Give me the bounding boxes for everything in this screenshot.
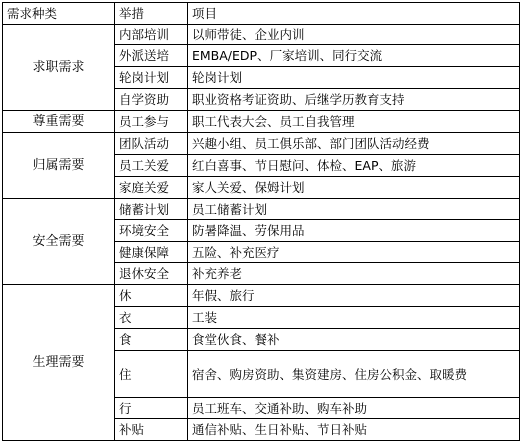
item-cell: 以师带徒、企业内训 [188, 25, 520, 45]
measure-cell: 员工关爱 [115, 155, 188, 177]
measure-cell: 补贴 [115, 419, 188, 441]
measure-cell: 轮岗计划 [115, 67, 188, 89]
category-cell: 求职需求 [3, 25, 115, 111]
item-cell: 食堂伙食、餐补 [188, 329, 520, 351]
measure-cell: 休 [115, 285, 188, 307]
measure-cell: 自学资助 [115, 89, 188, 111]
item-cell: 家人关爱、保姆计划 [188, 177, 520, 199]
item-cell: 补充养老 [188, 263, 520, 285]
measure-cell: 家庭关爱 [115, 177, 188, 199]
item-cell: 轮岗计划 [188, 67, 520, 89]
item-cell: 职业资格考证资助、后继学历教育支持 [188, 89, 520, 111]
table-row [3, 199, 520, 220]
header-item: 项目 [188, 3, 520, 25]
measure-cell: 员工参与 [115, 111, 188, 133]
measure-cell: 环境安全 [115, 220, 188, 242]
item-cell: EMBA/EDP、厂家培训、同行交流 [188, 45, 520, 67]
measure-cell: 行 [115, 398, 188, 419]
header-row [3, 3, 520, 25]
category-cell: 尊重需要 [3, 111, 115, 133]
item-cell: 防暑降温、劳保用品 [188, 220, 520, 242]
measure-cell: 衣 [115, 307, 188, 329]
item-cell: 五险、补充医疗 [188, 242, 520, 263]
measure-cell: 退休安全 [115, 263, 188, 285]
header-measure: 举措 [115, 3, 188, 25]
table-row [3, 25, 520, 45]
table-row [3, 133, 520, 155]
needs-table [2, 2, 520, 441]
header-category: 需求种类 [3, 3, 115, 25]
measure-cell: 外派送培 [115, 45, 188, 67]
item-cell: 职工代表大会、员工自我管理 [188, 111, 520, 133]
item-cell: 工装 [188, 307, 520, 329]
category-cell: 生理需要 [3, 285, 115, 441]
item-cell: 通信补贴、生日补贴、节日补贴 [188, 419, 520, 441]
measure-cell: 储蓄计划 [115, 199, 188, 220]
category-cell: 归属需要 [3, 133, 115, 199]
measure-cell: 食 [115, 329, 188, 351]
item-cell: 红白喜事、节日慰问、体检、EAP、旅游 [188, 155, 520, 177]
measure-cell: 住 [115, 351, 188, 398]
item-cell: 员工储蓄计划 [188, 199, 520, 220]
measure-cell: 健康保障 [115, 242, 188, 263]
item-cell: 宿舍、购房资助、集资建房、住房公积金、取暖费 [188, 351, 520, 398]
category-cell: 安全需要 [3, 199, 115, 285]
item-cell: 年假、旅行 [188, 285, 520, 307]
item-cell: 兴趣小组、员工俱乐部、部门团队活动经费 [188, 133, 520, 155]
measure-cell: 团队活动 [115, 133, 188, 155]
table-row [3, 111, 520, 133]
measure-cell: 内部培训 [115, 25, 188, 45]
item-cell: 员工班车、交通补助、购车补助 [188, 398, 520, 419]
table-row [3, 285, 520, 307]
